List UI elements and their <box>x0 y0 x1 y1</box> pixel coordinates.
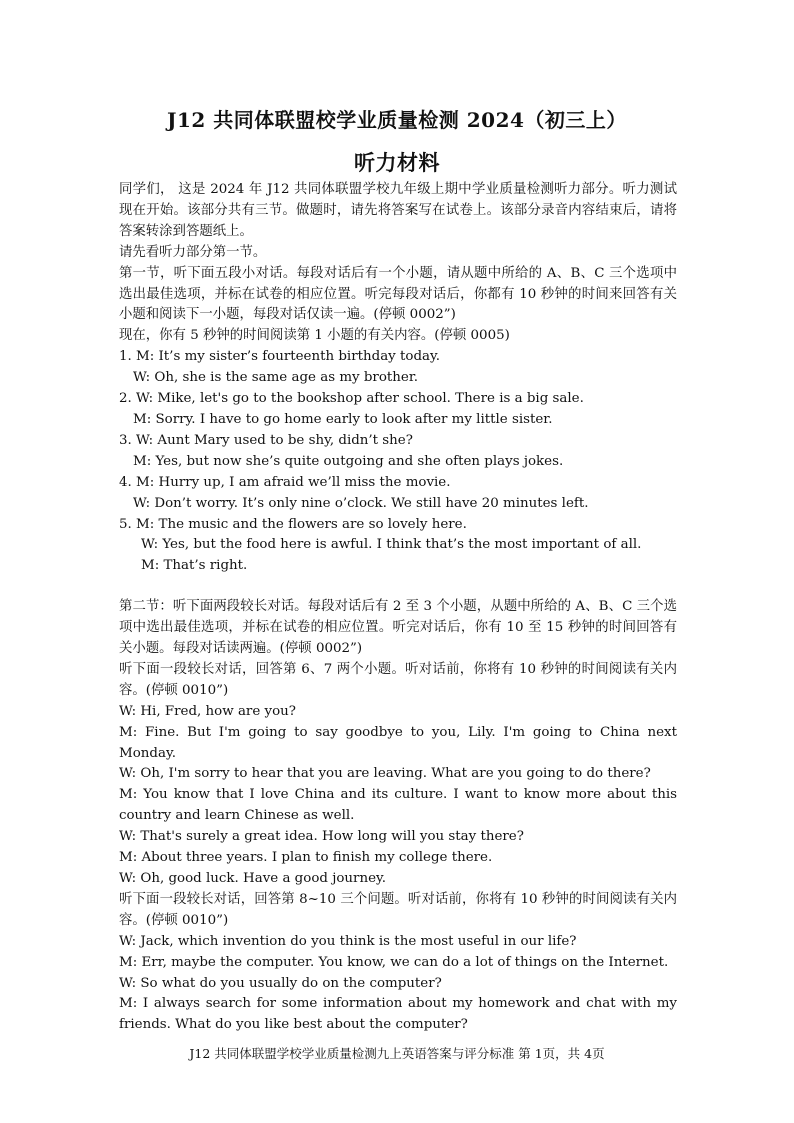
intro-paragraph: 请先看听力部分第一节。 <box>119 244 267 260</box>
dialogue-line: M: I always search for some information about my homework and chat with my friends. What do you like best about the computer? <box>119 996 677 1033</box>
intro-paragraph: 同学们， 这是 2024 年 J12 共同体联盟学校九年级上期中学业质量检测听力部分。听力测试现在开始。该部分共有三节。做题时，请先将答案写在试卷上。该部分录音内容结束后，请将答案转涂到答题纸上。 <box>119 182 677 239</box>
dialogue-line: W: Don’t worry. It’s only nine o’clock. We still have 20 minutes left. <box>133 495 589 511</box>
dialogue-line: M: That’s right. <box>141 558 248 574</box>
dialogue-line: W: Hi, Fred, how are you? <box>119 703 296 719</box>
dialogue-line: W: So what do you usually do on the computer? <box>119 975 442 991</box>
section2-instruction: 第二节：听下面两段较长对话。每段对话后有 2 至 3 个小题，从题中所给的 A、B、C 三个选项中选出最佳选项，并标在试卷的相应位置。听完对话后，你有 10 至 15 秒钟的时间回答有关小题。每段对话读两遍。(停顿 0002”) <box>119 599 677 657</box>
section1-prompt: 现在，你有 5 秒钟的时间阅读第 1 小题的有关内容。(停顿 0005) <box>119 328 510 344</box>
dialogue-line: W: Oh, I'm sorry to hear that you are leaving. What are you going to do there? <box>119 766 651 782</box>
dialogue-line: M: Fine. But I'm going to say goodbye to you, Lily. I'm going to China next Monday. <box>119 724 677 761</box>
dialogue-intro: 听下面一段较长对话，回答第 6、7 两个小题。听对话前，你将有 10 秒钟的时间阅读有关内容。(停顿 0010”) <box>119 661 677 698</box>
dialogue-line: M: You know that I love China and its culture. I want to know more about this country and learn Chinese as well. <box>119 787 677 824</box>
dialogue-line: M: Yes, but now she’s quite outgoing and she often plays jokes. <box>133 453 564 469</box>
document-body <box>119 180 677 1036</box>
dialogue-line: W: Yes, but the food here is awful. I think that’s the most important of all. <box>141 537 642 553</box>
dialogue-line: 3. W: Aunt Mary used to be shy, didn’t she? <box>119 432 413 448</box>
dialogue-line: 4. M: Hurry up, I am afraid we’ll miss the movie. <box>119 474 451 490</box>
dialogue-line: W: Jack, which invention do you think is the most useful in our life? <box>119 933 577 949</box>
dialogue-line: W: That's surely a great idea. How long will you stay there? <box>119 829 524 845</box>
dialogue-line: W: Oh, good luck. Have a good journey. <box>119 871 387 886</box>
dialogue-line: 2. W: Mike, let's go to the bookshop after school. There is a big sale. <box>119 391 584 407</box>
dialogue-line: 5. M: The music and the flowers are so lovely here. <box>119 516 467 532</box>
dialogue-line: W: Oh, she is the same age as my brother. <box>133 370 419 386</box>
dialogue-line: M: Err, maybe the computer. You know, we can do a lot of things on the Internet. <box>119 954 669 970</box>
document-title: J12 共同体联盟校学业质量检测 2024（初三上） <box>167 108 627 132</box>
dialogue-intro: 听下面一段较长对话，回答第 8~10 三个问题。听对话前，你将有 10 秒钟的时间阅读有关内容。(停顿 0010”) <box>119 891 677 928</box>
section1-instruction: 第一节，听下面五段小对话。每段对话后有一个小题，请从题中所给的 A、B、C 三个选项中选出最佳选项，并标在试卷的相应位置。听完每段对话后，你都有 10 秒钟的时间来回答有关小题和阅读下一小题，每段对话仅读一遍。(停顿 0002”) <box>119 265 677 323</box>
dialogue-line: M: About three years. I plan to finish my college there. <box>119 850 493 866</box>
page-footer: J12 共同体联盟学校学业质量检测九上英语答案与评分标准 第 1页，共 4页 <box>189 1046 605 1061</box>
document-subtitle: 听力材料 <box>354 150 440 175</box>
section-spacer <box>119 577 677 597</box>
dialogue-line: M: Sorry. I have to go home early to look after my little sister. <box>133 411 553 427</box>
dialogue-line: 1. M: It’s my sister’s fourteenth birthday today. <box>119 349 441 365</box>
